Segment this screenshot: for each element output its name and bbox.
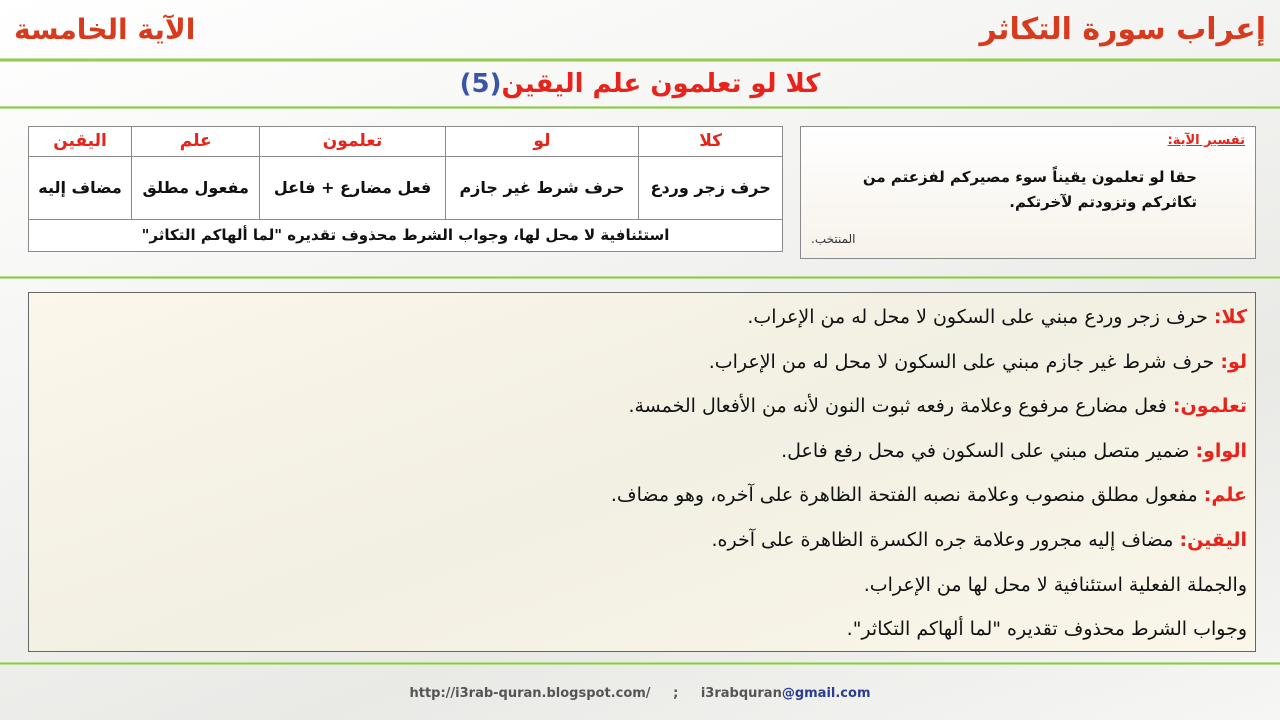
irab-text: ضمير متصل مبني على السكون في محل رفع فاعل. [781,439,1196,462]
table-header-cell: علم [132,127,260,157]
irab-key: تعلمون: [1172,395,1247,418]
irab-text: والجملة الفعلية استئنافية لا محل لها من الإعراب. [863,573,1247,596]
irab-line [37,563,1247,608]
irab-text: فعل مضارع مرفوع وعلامة رفعه ثبوت النون لأنه من الأفعال الخمسة. [628,395,1173,418]
table-cell: مضاف إليه [29,156,132,219]
footer-separator: ; [673,686,679,701]
table-cell: مفعول مطلق [132,156,260,219]
table-header-row [29,127,783,157]
divider-top [0,58,1280,62]
table-header-cell: اليقين [29,127,132,157]
irab-line [37,429,1247,474]
table-header-cell: لو [445,127,639,157]
irab-panel [28,292,1256,652]
irab-text: حرف شرط غير جازم مبني على السكون لا محل له من الإعراب. [708,350,1221,373]
irab-line [37,384,1247,429]
verse-text: كلا لو تعلمون علم اليقين [501,69,821,99]
divider-verse [0,106,1280,109]
irab-text: حرف زجر وردع مبني على السكون لا محل له من الإعراب. [747,306,1214,328]
irab-key: الواو: [1195,439,1247,462]
irab-key: اليقين: [1179,528,1247,551]
irab-line [37,518,1247,563]
table-cell: حرف زجر وردع [639,156,783,219]
table-footer-cell: استئنافية لا محل لها، وجواب الشرط محذوف تقديره "لما ألهاكم التكاثر" [29,219,783,251]
irab-line [37,607,1247,652]
tafsir-text: حقا لو تعلمون يقيناً سوء مصيركم لفزعتم من تكاثركم وتزودتم لآخرتكم. [862,168,1197,211]
tafsir-title: تفسير الآية: [1167,133,1245,148]
verse-number: (5) [459,69,502,99]
table-footer-row [29,219,783,251]
divider-bottom [0,662,1280,665]
table-header-cell: كلا [639,127,783,157]
table-header-cell: تعلمون [260,127,445,157]
email-domain: @gmail.com [781,686,871,701]
verse-heading [0,66,1280,102]
table-cell: فعل مضارع + فاعل [260,156,445,219]
tafsir-box [800,126,1256,259]
email-user: i3rabquran [700,686,782,701]
grammar-table [28,126,783,252]
footer [0,686,1280,701]
irab-key: علم: [1203,484,1247,507]
irab-line [37,473,1247,518]
tafsir-source: المنتخب. [811,232,856,246]
irab-text: وجواب الشرط محذوف تقديره "لما ألهاكم التكاثر". [846,618,1247,641]
table-cell: حرف شرط غير جازم [445,156,639,219]
verse-label: الآية الخامسة [14,13,196,46]
irab-key: لو: [1220,350,1247,373]
irab-key: كلا: [1213,306,1247,328]
irab-text: مضاف إليه مجرور وعلامة جره الكسرة الظاهرة على آخره. [711,528,1180,551]
blog-link[interactable]: http://i3rab-quran.blogspot.com/ [409,686,651,701]
table-row [29,156,783,219]
irab-line [37,340,1247,385]
divider-middle [0,276,1280,279]
irab-line [37,295,1247,340]
page-title: إعراب سورة التكاثر [979,12,1266,47]
email-link[interactable] [701,686,871,701]
irab-text: مفعول مطلق منصوب وعلامة نصبه الفتحة الظاهرة على آخره، وهو مضاف. [610,484,1204,507]
